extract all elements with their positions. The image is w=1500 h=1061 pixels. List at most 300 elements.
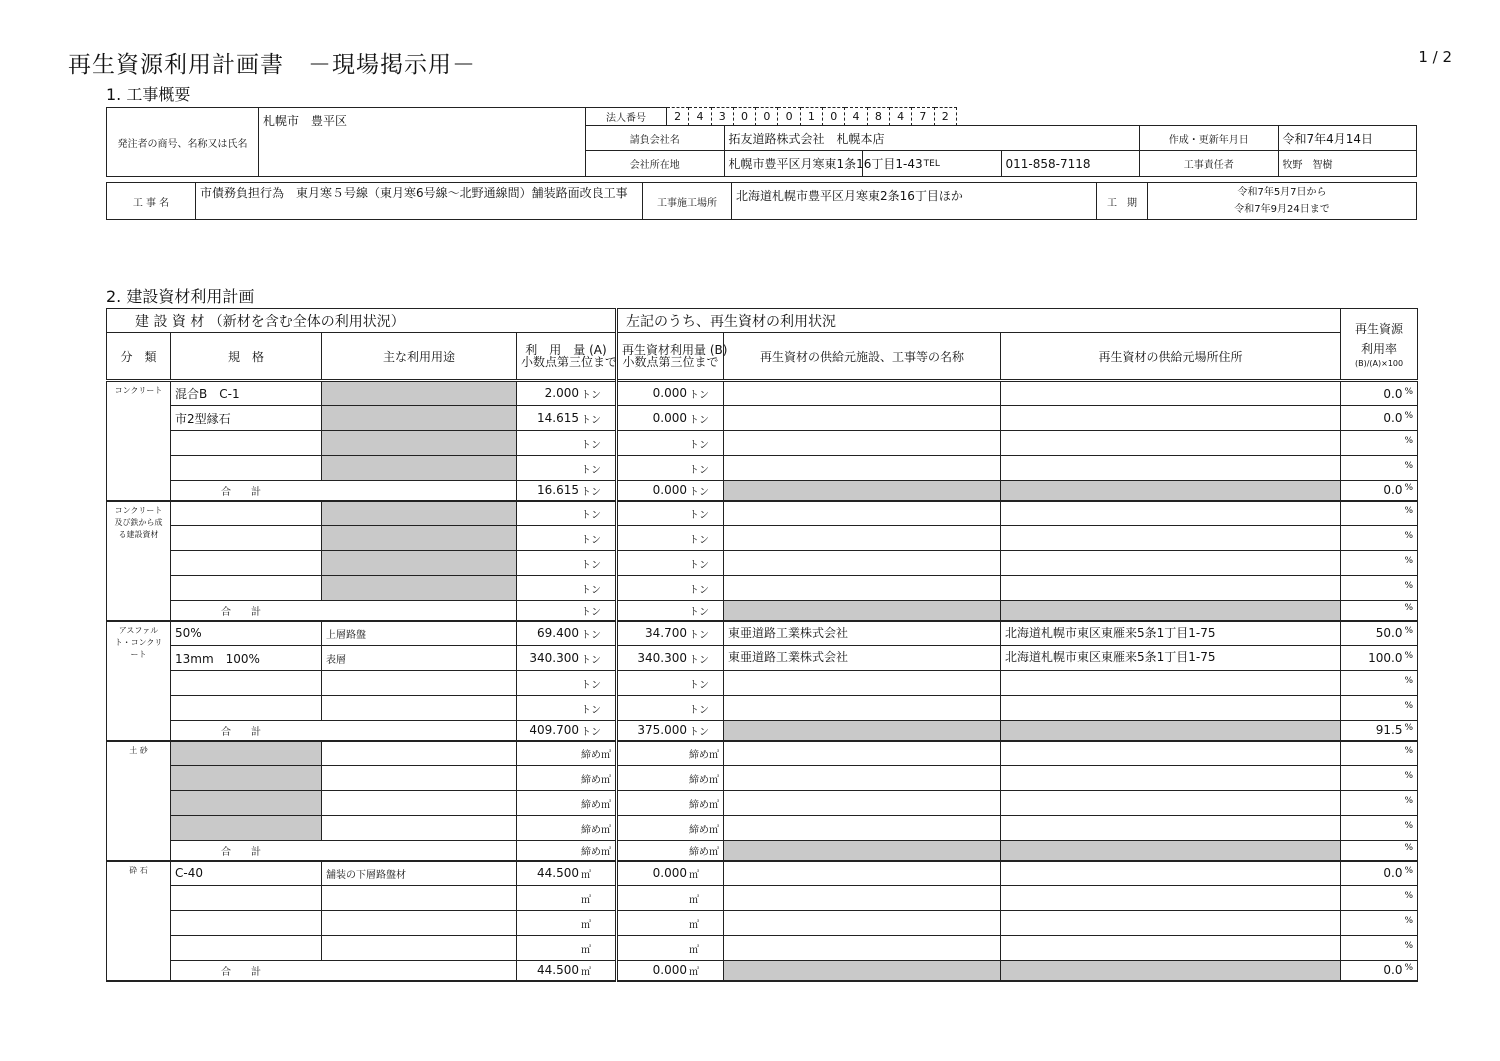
col-amount-a-1: 利 用 量 (A) [525,343,607,357]
use-cell [322,886,517,911]
rate-cell [1341,406,1418,431]
amount-a-cell [517,431,617,456]
table-row [107,791,1418,816]
amount-a-cell [517,791,617,816]
header-right: 左記のうち、再生資材の利用状況 [617,309,1341,333]
contractor-label: 請負会社名 [586,126,725,151]
rate-cell [1341,381,1418,406]
rate-cell [1341,936,1418,961]
unit-label: トン [581,534,601,546]
unit-label: トン [581,584,601,596]
total-rate-value: 91.5 [1375,723,1403,738]
amount-b-cell [617,431,724,456]
supplier-cell [724,501,1001,526]
work-name-label: 工 事 名 [107,183,196,220]
percent-sign: % [1404,506,1414,517]
amount-a-cell [517,621,617,646]
rate-cell [1341,696,1418,721]
unit-label: 締め㎥ [689,774,719,786]
supplier-cell [724,526,1001,551]
percent-sign: % [1404,461,1414,471]
total-supplier-blank [724,721,1001,741]
unit-label: 締め㎥ [689,799,719,811]
amount-a-value: 44.500 [537,865,579,880]
spec-cell: 混合B C-1 [171,381,322,406]
use-cell [322,696,517,721]
corp-digit: 2 [934,108,956,126]
period-to: 令和7年9月24日まで [1234,204,1330,215]
total-b-value: 0.000 [652,482,687,497]
amount-b-value: 340.300 [637,650,687,665]
amount-b-cell [617,791,724,816]
table-row [107,406,1418,431]
unit-label: トン [581,509,601,521]
corp-digit: 0 [778,108,800,126]
supplier-cell: 東亜道路工業株式会社 [724,621,1001,646]
use-cell [322,526,517,551]
use-cell [322,671,517,696]
table-row [107,431,1418,456]
created-date-value: 令和7年4月14日 [1278,126,1417,151]
unit-label: トン [581,726,601,738]
spec-cell: 市2型縁石 [171,406,322,431]
supplier-address-cell [1001,526,1341,551]
supplier-cell [724,431,1001,456]
table-row [107,696,1418,721]
total-a-value: 44.500 [537,962,579,977]
total-rate-cell [1341,721,1418,741]
rate-cell [1341,911,1418,936]
use-cell [322,791,517,816]
use-cell [322,406,517,431]
unit-label: トン [689,464,709,476]
total-rate-cell [1341,841,1418,861]
unit-label: トン [689,726,709,738]
amount-a-cell [517,816,617,841]
corp-digit: 4 [889,108,911,126]
table-row [107,526,1418,551]
total-supplier-blank [724,601,1001,621]
category-name: コンクリート及び鉄から成る建設資材 [107,501,171,621]
amount-a-cell [517,406,617,431]
table-row [107,621,1418,646]
manager-label: 工事責任者 [1140,151,1279,177]
amount-a-cell [517,936,617,961]
percent-sign: % [1404,941,1414,951]
unit-label: ㎥ [689,919,699,931]
period-label: 工 期 [1097,183,1148,220]
section1-heading: 1. 工事概要 [106,85,191,104]
percent-sign: % [1404,746,1414,757]
unit-label: 締め㎥ [581,846,611,858]
total-a-value: 16.615 [537,482,579,497]
amount-b-cell [617,621,724,646]
rate-cell [1341,766,1418,791]
unit-label: トン [689,679,709,691]
unit-label: トン [581,629,601,641]
use-cell: 舗装の下層路盤材 [322,861,517,886]
supplier-address-cell [1001,501,1341,526]
spec-cell [171,576,322,601]
rate-value: 50.0 [1375,626,1403,641]
supplier-address-cell [1001,936,1341,961]
table-row [107,936,1418,961]
unit-label: ㎥ [689,894,699,906]
amount-a-cell [517,886,617,911]
total-b-cell [617,601,724,621]
unit-label: トン [581,606,601,618]
use-cell [322,741,517,766]
supplier-address-cell [1001,406,1341,431]
col-amount-b-2: 小数点第三位まで [622,355,719,369]
amount-a-cell [517,526,617,551]
total-label: 合 計 [171,601,517,621]
supplier-cell [724,741,1001,766]
table-row [107,456,1418,481]
total-row [107,841,1418,861]
supplier-cell [724,791,1001,816]
unit-label: ㎥ [689,944,699,956]
spec-cell: 13mm 100% [171,646,322,671]
col-amount-b [617,333,728,381]
spec-cell [171,431,322,456]
rate-cell [1341,501,1418,526]
percent-sign: % [1404,386,1414,397]
orderer-label: 発注者の商号、名称又は氏名 [107,108,259,177]
spec-cell [171,671,322,696]
supplier-address-cell [1001,766,1341,791]
amount-b-cell [617,936,724,961]
unit-label: トン [689,486,709,498]
table-row [107,381,1418,406]
unit-label: トン [689,629,709,641]
total-row [107,481,1418,501]
site-value: 北海道札幌市豊平区月寒東2条16丁目ほか [732,183,1097,220]
supplier-address-cell [1001,431,1341,456]
rate-cell [1341,526,1418,551]
corp-digit: 3 [711,108,733,126]
percent-sign: % [1404,436,1414,446]
amount-a-cell [517,456,617,481]
contractor-value: 拓友道路株式会社 札幌本店 [724,126,1140,151]
col-use: 主な利用用途 [322,333,517,381]
table-row [107,671,1418,696]
section2-heading: 2. 建設資材利用計画 [106,287,255,306]
supplier-address-cell [1001,861,1341,886]
unit-label: 締め㎥ [689,749,719,761]
unit-label: トン [581,464,601,476]
spec-cell: C-40 [171,861,322,886]
supplier-address-cell: 北海道札幌市東区東雁来5条1丁目1-75 [1001,621,1341,646]
col-spec: 規 格 [171,333,322,381]
corp-number-label: 法人番号 [586,108,667,126]
category-name: 土 砂 [107,741,171,861]
use-cell: 上層路盤 [322,621,517,646]
amount-b-cell [617,886,724,911]
supplier-address-cell: 北海道札幌市東区東雁来5条1丁目1-75 [1001,646,1341,671]
total-label: 合 計 [171,961,517,981]
rate-value: 0.0 [1383,866,1403,881]
supplier-cell [724,381,1001,406]
corp-digit: 0 [733,108,755,126]
rate-cell [1341,791,1418,816]
category-name: アスファルト・コンクリート [107,621,171,741]
tel-label: TEL [863,151,1002,177]
work-name-value: 市債務負担行為 東月寒５号線（東月寒6号線～北野通線間）舗装路面改良工事 [196,183,643,220]
header-rate [1341,309,1418,381]
supplier-cell [724,886,1001,911]
total-a-cell [517,721,617,741]
supplier-cell [724,406,1001,431]
amount-a-cell [517,741,617,766]
table-row [107,766,1418,791]
rate-value: 0.0 [1383,411,1403,425]
table-row [107,501,1418,526]
supplier-address-cell [1001,671,1341,696]
unit-label: トン [581,559,601,571]
total-address-blank [1001,721,1341,741]
amount-a-cell [517,501,617,526]
page-number: 1 / 2 [1418,48,1452,66]
percent-sign: % [1404,963,1414,974]
percent-sign: % [1404,531,1414,541]
table-row [107,911,1418,936]
supplier-address-cell [1001,551,1341,576]
header-rate-2: 利用率 [1361,342,1398,356]
amount-b-value: 0.000 [652,386,687,400]
percent-sign: % [1404,651,1414,661]
use-cell [322,501,517,526]
total-row [107,721,1418,741]
unit-label: ㎥ [581,944,591,956]
supplier-address-cell [1001,696,1341,721]
page-title: 再生資源利用計画書 －現場掲示用－ [68,52,476,78]
col-supplier: 再生資材の供給元施設、工事等の名称 [724,333,1001,381]
amount-b-value: 0.000 [652,865,687,880]
unit-label: 締め㎥ [581,799,611,811]
use-cell [322,936,517,961]
total-supplier-blank [724,481,1001,501]
amount-a-cell [517,766,617,791]
supplier-address-cell [1001,381,1341,406]
orderer-value: 札幌市 豊平区 [259,108,586,177]
amount-a-value: 69.400 [537,625,579,640]
total-label: 合 計 [171,721,517,741]
total-row [107,961,1418,981]
spec-cell [171,886,322,911]
unit-label: トン [689,534,709,546]
unit-label: トン [689,654,709,666]
supplier-cell [724,816,1001,841]
supplier-address-cell [1001,576,1341,601]
rate-value: 100.0 [1368,651,1403,665]
supplier-cell [724,861,1001,886]
corp-digit: 7 [912,108,934,126]
unit-label: トン [689,390,709,401]
supplier-address-cell [1001,911,1341,936]
unit-label: トン [581,486,601,498]
table-row [107,816,1418,841]
percent-sign: % [1404,796,1414,806]
percent-sign: % [1404,411,1414,421]
rate-cell [1341,861,1418,886]
rate-cell [1341,551,1418,576]
total-rate-cell [1341,961,1418,981]
amount-a-cell [517,551,617,576]
rate-cell [1341,886,1418,911]
spec-cell [171,911,322,936]
use-cell [322,576,517,601]
table-row [107,861,1418,886]
total-a-cell [517,481,617,501]
rate-cell [1341,456,1418,481]
address-value: 札幌市豊平区月寒東1条16丁目1-43 [724,151,863,177]
spec-cell [171,551,322,576]
unit-label: ㎥ [581,894,591,906]
use-cell: 表層 [322,646,517,671]
amount-b-cell [617,526,724,551]
total-rate-value: 0.0 [1383,483,1403,498]
supplier-cell [724,576,1001,601]
spec-cell [171,501,322,526]
total-row [107,601,1418,621]
amount-a-value: 340.300 [529,650,579,665]
material-plan-table [106,308,1418,982]
amount-a-value: 14.615 [537,410,579,425]
spec-cell: 50% [171,621,322,646]
unit-label: トン [689,509,709,521]
amount-b-cell [617,741,724,766]
percent-sign: % [1404,866,1414,877]
total-b-cell [617,721,724,741]
amount-b-cell [617,646,724,671]
amount-b-cell [617,766,724,791]
amount-a-cell [517,911,617,936]
unit-label: トン [689,606,709,618]
supplier-cell [724,551,1001,576]
total-address-blank [1001,961,1341,981]
total-rate-cell [1341,481,1418,501]
supplier-address-cell [1001,791,1341,816]
use-cell [322,456,517,481]
unit-label: トン [689,559,709,571]
supplier-cell [724,936,1001,961]
supplier-address-cell [1001,741,1341,766]
rate-cell [1341,621,1418,646]
total-b-cell [617,841,724,861]
corp-digit: 2 [667,108,689,126]
total-b-value: 375.000 [637,722,687,737]
unit-label: トン [689,704,709,716]
total-b-value: 0.000 [652,962,687,977]
unit-label: 締め㎥ [689,846,719,858]
supplier-cell [724,766,1001,791]
table-row [107,886,1418,911]
amount-b-cell [617,696,724,721]
corp-digit: 4 [689,108,711,126]
rate-cell [1341,816,1418,841]
table-row [107,741,1418,766]
total-label: 合 計 [171,841,517,861]
percent-sign: % [1404,891,1414,901]
use-cell [322,766,517,791]
amount-b-cell [617,576,724,601]
supplier-cell [724,911,1001,936]
unit-label: ㎥ [581,869,591,881]
percent-sign: % [1404,701,1414,711]
unit-label: 締め㎥ [689,824,719,836]
unit-label: トン [581,654,601,666]
spec-cell [171,936,322,961]
rate-cell [1341,576,1418,601]
unit-label: 締め㎥ [581,774,611,786]
percent-sign: % [1404,821,1414,831]
period-from: 令和7年5月7日から [1237,187,1327,198]
supplier-address-cell [1001,816,1341,841]
corp-digit: 1 [800,108,822,126]
amount-a-cell [517,646,617,671]
total-a-cell [517,601,617,621]
rate-cell [1341,741,1418,766]
total-address-blank [1001,481,1341,501]
table-row [107,576,1418,601]
spec-cell [171,766,322,791]
total-a-cell [517,961,617,981]
percent-sign: % [1404,603,1414,614]
amount-a-cell [517,696,617,721]
supplier-cell [724,671,1001,696]
spec-cell [171,456,322,481]
percent-sign: % [1404,626,1414,637]
header-left: 建 設 資 材 （新材を含む全体の利用状況） [107,309,617,333]
unit-label: ㎥ [581,966,591,978]
amount-a-cell [517,671,617,696]
amount-b-cell [617,816,724,841]
amount-b-cell [617,501,724,526]
supplier-cell [724,696,1001,721]
percent-sign: % [1404,483,1414,494]
work-info-table [106,182,1417,220]
spec-cell [171,741,322,766]
col-amount-a [517,333,617,381]
corp-digit: 8 [867,108,889,126]
manager-value: 牧野 智樹 [1278,151,1417,177]
corp-digit: 4 [845,108,867,126]
use-cell [322,911,517,936]
tel-value: 011-858-7118 [1001,151,1140,177]
total-a-cell [517,841,617,861]
unit-label: トン [581,439,601,451]
percent-sign: % [1404,676,1414,686]
use-cell [322,816,517,841]
percent-sign: % [1404,843,1414,854]
total-b-cell [617,961,724,981]
created-date-label: 作成・更新年月日 [1140,126,1279,151]
supplier-address-cell [1001,886,1341,911]
total-address-blank [1001,841,1341,861]
supplier-cell [724,456,1001,481]
corp-digit: 0 [823,108,845,126]
unit-label: トン [689,584,709,596]
unit-label: ㎥ [581,919,591,931]
unit-label: トン [581,679,601,691]
table-row [107,646,1418,671]
percent-sign: % [1404,556,1414,566]
col-supplier-address: 再生資材の供給元場所住所 [1001,333,1341,381]
rate-cell [1341,431,1418,456]
amount-b-value: 34.700 [645,625,687,640]
col-amount-b-1: 再生資材利用量 (B) [622,343,728,357]
